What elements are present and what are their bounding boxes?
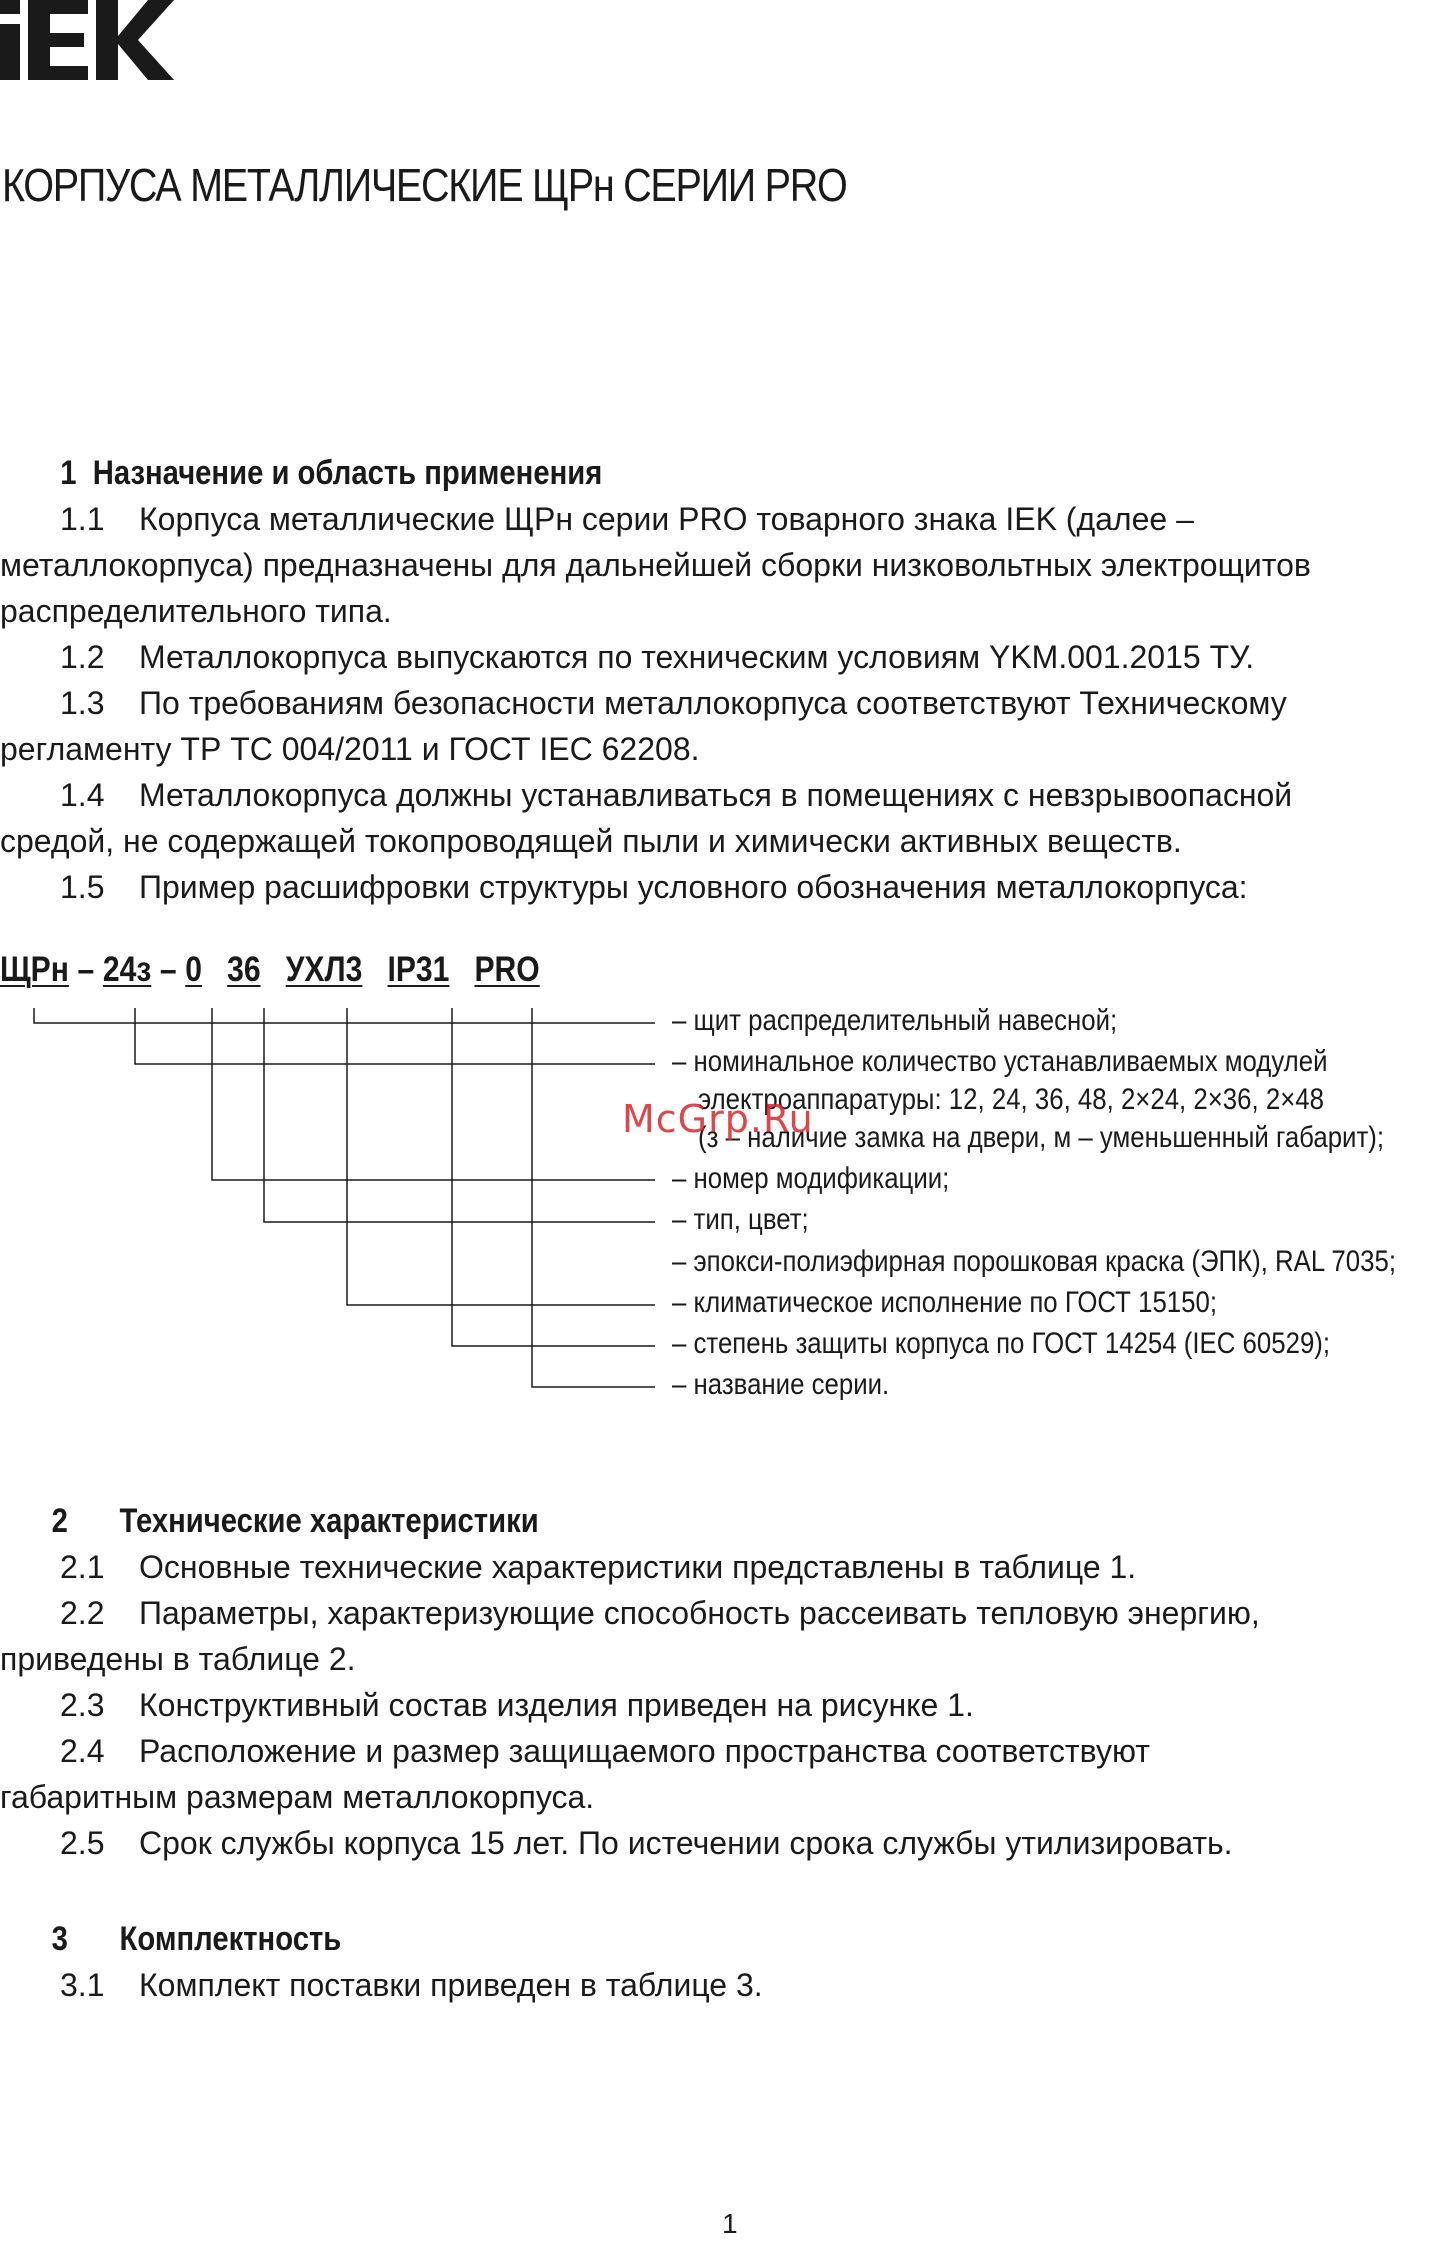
watermark: McGrp.Ru [622, 1097, 814, 1141]
paragraph-text: Срок службы корпуса 15 лет. По истечении срока службы утилизировать. [139, 1825, 1233, 1861]
expl-item: электроаппаратуры: 12, 24, 36, 48, 2×24, 2×36, 2×48 [698, 1083, 1324, 1116]
page-number: 1 [722, 2208, 738, 2239]
paragraph-1-1 [0, 496, 1436, 634]
paragraph-line [0, 1590, 1436, 1636]
paragraph-line [0, 864, 1436, 910]
paragraph-3-1 [0, 1962, 1436, 2008]
iek-logo [0, 0, 175, 80]
paragraph-number: 1.2 [60, 639, 105, 675]
paragraph-line [0, 1728, 1436, 1774]
paragraph-1-4 [0, 772, 1436, 864]
paragraph-text: По требованиям безопасности металлокорпуса соответствуют Техническому [139, 685, 1287, 721]
paragraph-text: Расположение и размер защищаемого пространства соответствуют [139, 1733, 1150, 1769]
paragraph-line [0, 1682, 1436, 1728]
designation-scheme [0, 950, 1436, 1410]
document-title: КОРПУСА МЕТАЛЛИЧЕСКИЕ ЩРн СЕРИИ PRO [2, 159, 847, 211]
designation-code: ЩРн – 24з – 0 36 УХЛ3 IP31 PRO [0, 950, 540, 989]
paragraph-text: Комплект поставки приведен в таблице 3. [139, 1967, 763, 2003]
paragraph-text: Основные технические характеристики представлены в таблице 1. [139, 1549, 1137, 1585]
paragraph-line: приведены в таблице 2. [0, 1641, 356, 1677]
paragraph-1-5 [0, 864, 1436, 910]
paragraph-2-1 [0, 1544, 1436, 1590]
expl-item: – номер модификации; [672, 1162, 950, 1195]
paragraph-text: Металлокорпуса должны устанавливаться в помещениях с невзрывоопасной [139, 777, 1293, 813]
paragraph-number: 3.1 [60, 1967, 105, 2003]
expl-item: – щит распределительный навесной; [672, 1004, 1118, 1037]
paragraph-line: габаритным размерам металлокорпуса. [0, 1779, 595, 1815]
paragraph-line [0, 634, 1436, 680]
expl-item: – эпокси-полиэфирная порошковая краска (ЭПК), RAL 7035; [672, 1245, 1396, 1278]
expl-item: – тип, цвет; [672, 1203, 809, 1236]
paragraph-line: металлокорпуса) предназначены для дальнейшей сборки низковольтных электрощитов [0, 547, 1311, 583]
paragraph-text: Параметры, характеризующие способность рассеивать тепловую энергию, [139, 1595, 1260, 1631]
paragraph-text: Пример расшифровки структуры условного обозначения металлокорпуса: [139, 869, 1248, 905]
expl-item: (з – наличие замка на двери, м – уменьшенный габарит); [698, 1121, 1385, 1154]
paragraph-number: 2.4 [60, 1733, 105, 1769]
expl-item: – степень защиты корпуса по ГОСТ 14254 (IEC 60529); [672, 1327, 1331, 1360]
paragraph-text: Корпуса металлические ЩРн серии PRO товарного знака IEK (далее – [139, 501, 1194, 537]
paragraph-line [0, 496, 1436, 542]
paragraph-line: распределительного типа. [0, 593, 392, 629]
section-heading: 1 Назначение и область применения [60, 454, 603, 492]
paragraph-2-5 [0, 1820, 1436, 1866]
paragraph-line [0, 1544, 1436, 1590]
paragraph-text: Металлокорпуса выпускаются по техническим условиям YKM.001.2015 ТУ. [139, 639, 1255, 675]
paragraph-2-2 [0, 1590, 1436, 1682]
paragraph-number: 1.3 [60, 685, 105, 721]
paragraph-number: 2.5 [60, 1825, 105, 1861]
section-package [0, 1916, 1436, 2008]
expl-item: – климатическое исполнение по ГОСТ 15150; [672, 1286, 1218, 1319]
section-specs [0, 1498, 1436, 1866]
paragraph-line: регламенту ТР ТС 004/2011 и ГОСТ IEC 62208. [0, 731, 700, 767]
paragraph-line [0, 772, 1436, 818]
paragraph-line [0, 680, 1436, 726]
paragraph-number: 1.4 [60, 777, 105, 813]
paragraph-number: 2.2 [60, 1595, 105, 1631]
paragraph-number: 2.1 [60, 1549, 105, 1585]
paragraph-line: средой, не содержащей токопроводящей пыли и химически активных веществ. [0, 823, 1182, 859]
paragraph-number: 1.1 [60, 501, 105, 537]
paragraph-2-4 [0, 1728, 1436, 1820]
paragraph-text: Конструктивный состав изделия приведен на рисунке 1. [139, 1687, 974, 1723]
paragraph-1-3 [0, 680, 1436, 772]
section-heading: 2 Технические характеристики [51, 1502, 539, 1540]
paragraph-line [0, 1962, 1436, 2008]
section-heading: 3 Комплектность [51, 1920, 342, 1958]
paragraph-line [0, 1820, 1436, 1866]
paragraph-2-3 [0, 1682, 1436, 1728]
paragraph-number: 2.3 [60, 1687, 105, 1723]
expl-item: – номинальное количество устанавливаемых модулей [672, 1045, 1328, 1078]
paragraph-number: 1.5 [60, 869, 105, 905]
section-purpose [0, 450, 1436, 910]
expl-item: – название серии. [672, 1368, 890, 1401]
paragraph-1-2 [0, 634, 1436, 680]
